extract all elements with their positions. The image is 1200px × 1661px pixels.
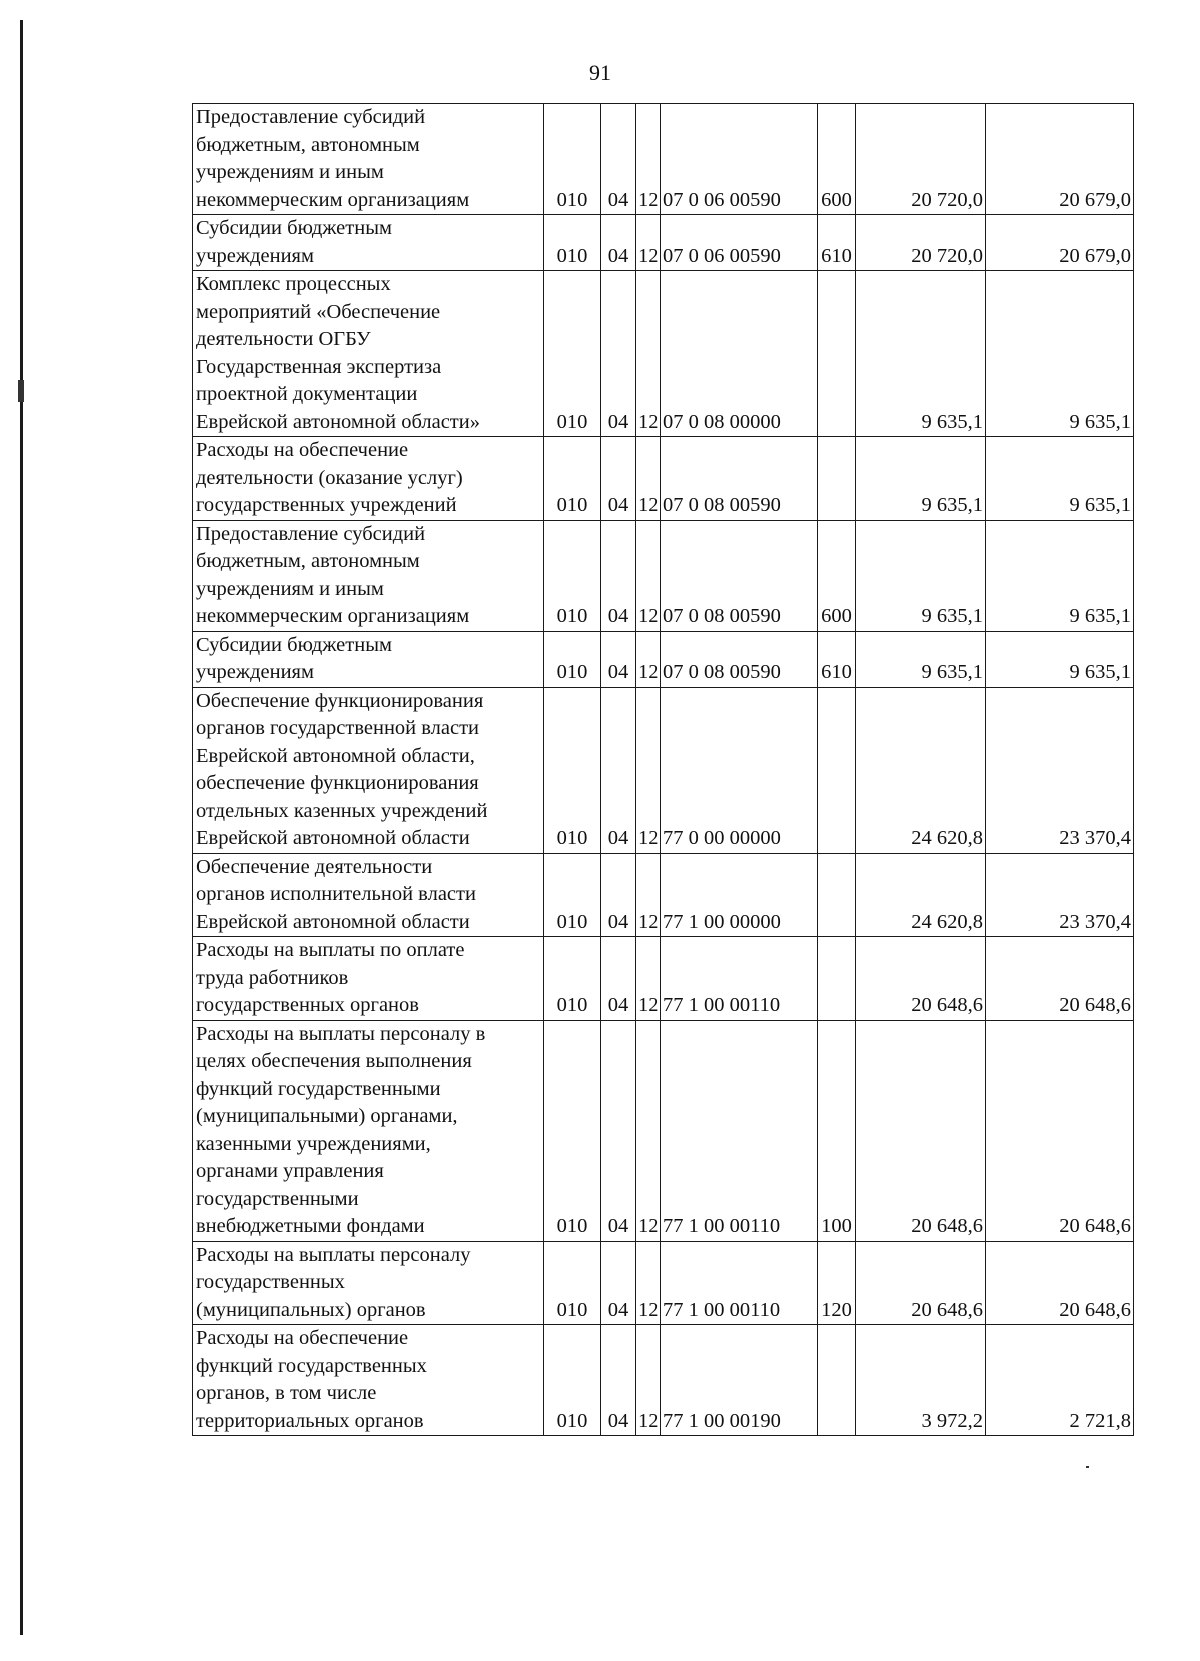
expense-name-line: Еврейской автономной области, (196, 744, 475, 767)
expense-name-cell (193, 631, 544, 687)
expense-name-line: государственных (196, 1271, 345, 1293)
amount-second-cell: 23 370,4 (986, 687, 1134, 853)
subsection-code-cell: 12 (636, 631, 661, 687)
amount-first-cell: 9 635,1 (856, 631, 986, 687)
target-article-cell: 77 1 00 00110 (661, 1020, 818, 1241)
chapter-code-cell: 010 (544, 437, 601, 521)
amount-second-cell: 20 648,6 (986, 937, 1134, 1021)
subsection-code-cell: 12 (636, 437, 661, 521)
target-article-cell: 07 0 08 00590 (661, 520, 818, 631)
subsection-code-cell: 12 (636, 215, 661, 271)
amount-second-cell: 20 679,0 (986, 104, 1134, 215)
amount-second-cell: 9 635,1 (986, 520, 1134, 631)
table-row (193, 520, 1134, 631)
subsection-code-cell: 12 (636, 104, 661, 215)
section-code-cell: 04 (601, 631, 636, 687)
chapter-code-cell: 010 (544, 520, 601, 631)
expense-name-line: деятельности (оказание услуг) (196, 466, 463, 489)
amount-first-cell: 3 972,2 (856, 1325, 986, 1436)
target-article-cell: 07 0 08 00000 (661, 271, 818, 437)
expense-name-cell (193, 937, 544, 1021)
expense-name-line: мероприятий «Обеспечение (196, 300, 441, 323)
expense-type-cell: 120 (818, 1241, 856, 1325)
expense-name-line: Расходы на обеспечение (196, 439, 409, 461)
expense-type-cell (818, 271, 856, 437)
section-code-cell: 04 (601, 437, 636, 521)
amount-second-cell: 20 648,6 (986, 1241, 1134, 1325)
expense-name-line: Комплекс процессных (196, 273, 391, 295)
subsection-code-cell: 12 (636, 1020, 661, 1241)
target-article-cell: 77 0 00 00000 (661, 687, 818, 853)
subsection-code-cell: 12 (636, 1325, 661, 1436)
expense-name-line: государственных учреждений (196, 494, 457, 516)
section-code-cell: 04 (601, 215, 636, 271)
expense-name-line: бюджетным, автономным (196, 550, 420, 572)
expense-name-line: Еврейской автономной области (196, 910, 470, 933)
scan-edge-line (20, 20, 23, 1635)
table-row (193, 271, 1134, 437)
target-article-cell: 77 1 00 00190 (661, 1325, 818, 1436)
chapter-code-cell: 010 (544, 1020, 601, 1241)
section-code-cell: 04 (601, 1241, 636, 1325)
expense-name-line: обеспечение функционирования (196, 772, 479, 794)
chapter-code-cell: 010 (544, 104, 601, 215)
subsection-code-cell: 12 (636, 1241, 661, 1325)
amount-first-cell: 24 620,8 (856, 853, 986, 937)
amount-second-cell: 9 635,1 (986, 437, 1134, 521)
expense-type-cell (818, 687, 856, 853)
chapter-code-cell: 010 (544, 215, 601, 271)
chapter-code-cell: 010 (544, 631, 601, 687)
expense-type-cell: 610 (818, 215, 856, 271)
expense-name-line: труда работников (196, 966, 349, 989)
expense-type-cell: 100 (818, 1020, 856, 1241)
section-code-cell: 04 (601, 937, 636, 1021)
expense-name-cell (193, 1241, 544, 1325)
amount-second-cell: 23 370,4 (986, 853, 1134, 937)
expense-name-line: Расходы на обеспечение (196, 1327, 409, 1349)
amount-first-cell: 20 648,6 (856, 937, 986, 1021)
section-code-cell: 04 (601, 1325, 636, 1436)
table-row (193, 631, 1134, 687)
target-article-cell: 07 0 06 00590 (661, 104, 818, 215)
expense-name-cell (193, 520, 544, 631)
expense-name-line: деятельности ОГБУ (196, 328, 371, 350)
amount-first-cell: 9 635,1 (856, 271, 986, 437)
target-article-cell: 77 1 00 00110 (661, 937, 818, 1021)
expense-type-cell (818, 853, 856, 937)
chapter-code-cell: 010 (544, 687, 601, 853)
expense-name-line: казенными учреждениями, (196, 1132, 431, 1155)
expense-name-line: Предоставление субсидий (196, 522, 426, 545)
amount-second-cell: 20 679,0 (986, 215, 1134, 271)
scan-edge-mark (18, 380, 24, 402)
expense-name-line: органами управления (196, 1160, 384, 1182)
amount-second-cell: 20 648,6 (986, 1020, 1134, 1241)
expense-name-line: функций государственными (196, 1077, 441, 1100)
expense-type-cell (818, 1325, 856, 1436)
expense-name-line: бюджетным, автономным (196, 133, 420, 156)
amount-first-cell: 20 720,0 (856, 104, 986, 215)
expense-name-line: Еврейской автономной области (196, 827, 470, 849)
expense-name-line: Расходы на выплаты персоналу в (196, 1022, 486, 1045)
amount-second-cell: 9 635,1 (986, 631, 1134, 687)
amount-first-cell: 9 635,1 (856, 520, 986, 631)
budget-table-body (193, 104, 1134, 1436)
expense-name-line: целях обеспечения выполнения (196, 1050, 472, 1072)
table-row (193, 687, 1134, 853)
subsection-code-cell: 12 (636, 937, 661, 1021)
expense-name-line: учреждениям и иным (196, 161, 384, 183)
expense-name-line: (муниципальных) органов (196, 1298, 426, 1321)
expense-name-line: проектной документации (196, 383, 418, 405)
section-code-cell: 04 (601, 104, 636, 215)
table-row (193, 1325, 1134, 1436)
expense-name-line: Предоставление субсидий (196, 106, 426, 128)
amount-first-cell: 20 648,6 (856, 1020, 986, 1241)
table-row (193, 104, 1134, 215)
section-code-cell: 04 (601, 1020, 636, 1241)
expense-name-line: учреждениям (196, 244, 314, 267)
expense-name-cell (193, 437, 544, 521)
expense-name-line: функций государственных (196, 1354, 427, 1377)
table-row (193, 215, 1134, 271)
expense-name-cell (193, 1020, 544, 1241)
subsection-code-cell: 12 (636, 520, 661, 631)
expense-type-cell: 610 (818, 631, 856, 687)
chapter-code-cell: 010 (544, 853, 601, 937)
section-code-cell: 04 (601, 687, 636, 853)
expense-name-cell (193, 853, 544, 937)
expense-name-cell (193, 1325, 544, 1436)
expense-type-cell: 600 (818, 520, 856, 631)
expense-name-cell (193, 104, 544, 215)
expense-name-line: некоммерческим организациям (196, 605, 470, 627)
section-code-cell: 04 (601, 271, 636, 437)
section-code-cell: 04 (601, 853, 636, 937)
amount-first-cell: 20 648,6 (856, 1241, 986, 1325)
subsection-code-cell: 12 (636, 853, 661, 937)
expense-name-line: учреждениям (196, 661, 314, 683)
table-row (193, 437, 1134, 521)
section-code-cell: 04 (601, 520, 636, 631)
expense-name-line: территориальных органов (196, 1409, 424, 1432)
expense-name-line: Еврейской автономной области» (196, 410, 480, 433)
budget-table (192, 103, 1134, 1436)
expense-name-line: некоммерческим организациям (196, 188, 470, 211)
chapter-code-cell: 010 (544, 1241, 601, 1325)
table-row (193, 1241, 1134, 1325)
target-article-cell: 77 1 00 00110 (661, 1241, 818, 1325)
page-number: 91 (589, 60, 611, 85)
expense-type-cell (818, 937, 856, 1021)
target-article-cell: 07 0 08 00590 (661, 631, 818, 687)
expense-type-cell (818, 437, 856, 521)
expense-name-line: Обеспечение деятельности (196, 855, 433, 878)
expense-name-line: (муниципальными) органами, (196, 1105, 458, 1127)
expense-name-line: Обеспечение функционирования (196, 689, 484, 712)
scan-dust-mark (1086, 1466, 1089, 1468)
table-row (193, 1020, 1134, 1241)
amount-first-cell: 9 635,1 (856, 437, 986, 521)
expense-name-line: учреждениям и иным (196, 577, 384, 600)
expense-name-cell (193, 271, 544, 437)
amount-first-cell: 24 620,8 (856, 687, 986, 853)
amount-second-cell: 2 721,8 (986, 1325, 1134, 1436)
expense-name-line: государственных органов (196, 994, 419, 1016)
expense-name-line: Государственная экспертиза (196, 355, 442, 378)
chapter-code-cell: 010 (544, 271, 601, 437)
amount-second-cell: 9 635,1 (986, 271, 1134, 437)
expense-type-cell: 600 (818, 104, 856, 215)
expense-name-cell (193, 687, 544, 853)
subsection-code-cell: 12 (636, 687, 661, 853)
expense-name-line: Расходы на выплаты по оплате (196, 939, 465, 961)
expense-name-line: Субсидии бюджетным (196, 217, 392, 239)
expense-name-line: Субсидии бюджетным (196, 633, 392, 656)
chapter-code-cell: 010 (544, 937, 601, 1021)
expense-name-cell (193, 215, 544, 271)
chapter-code-cell: 010 (544, 1325, 601, 1436)
expense-name-line: Расходы на выплаты персоналу (196, 1243, 471, 1266)
expense-name-line: органов, в том числе (196, 1382, 377, 1404)
subsection-code-cell: 12 (636, 271, 661, 437)
expense-name-line: государственными (196, 1187, 359, 1210)
expense-name-line: органов исполнительной власти (196, 883, 476, 905)
expense-name-line: отдельных казенных учреждений (196, 799, 488, 822)
expense-name-line: внебюджетными фондами (196, 1215, 425, 1237)
table-row (193, 853, 1134, 937)
amount-first-cell: 20 720,0 (856, 215, 986, 271)
target-article-cell: 07 0 08 00590 (661, 437, 818, 521)
target-article-cell: 07 0 06 00590 (661, 215, 818, 271)
target-article-cell: 77 1 00 00000 (661, 853, 818, 937)
expense-name-line: органов государственной власти (196, 717, 480, 739)
table-row (193, 937, 1134, 1021)
